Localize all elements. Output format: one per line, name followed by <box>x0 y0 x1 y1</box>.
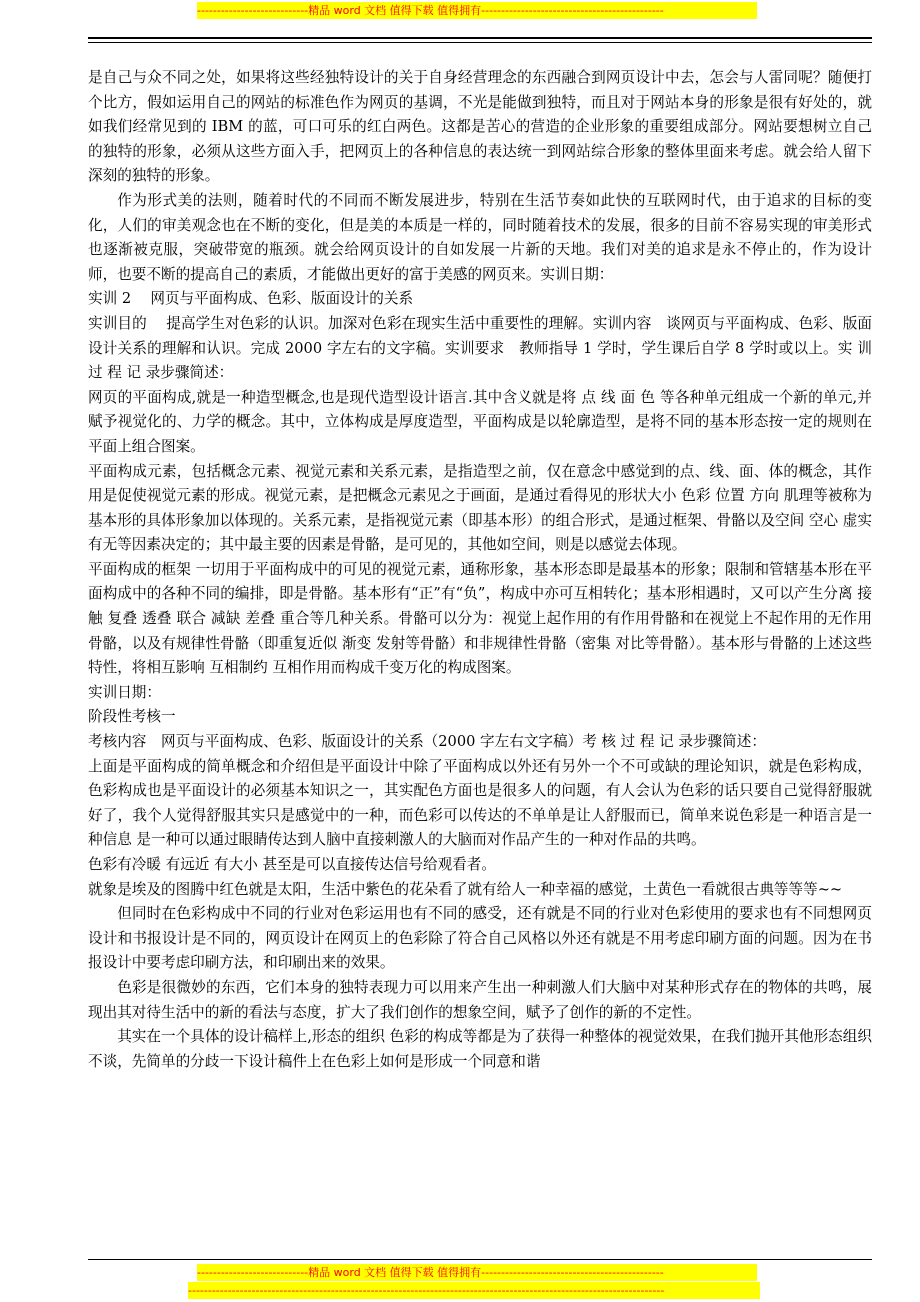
paragraph: 考核内容 网页与平面构成、色彩、版面设计的关系（2000 字左右文字稿）考 核 过 程 记 录步骤简述： <box>88 733 766 751</box>
paragraph: 平面构成元素，包括概念元素、视觉元素和关系元素，是指造型之前，仅在意念中感觉到的点、线、面、体的概念，其作用是促使视觉元素的形成。视觉元素，是把概念元素见之于画面，是通过看得见的形状大小 色彩 位置 方向 肌理等被称为基本形的具体形象加以体现的。关系元素，是指视觉元素（即基本形）的组合形式，是通过框架、骨骼以及空间 空心 虚实 有无等因素决定的；其中最主要的因素是骨骼，是可见的，其他如空间，则是以感觉去体现。 <box>88 462 872 554</box>
section-heading: 阶段性考核一 <box>88 708 176 726</box>
paragraph: 其实在一个具体的设计稿样上,形态的组织 色彩的构成等都是为了获得一种整体的视觉效果，在我们抛开其他形态组织不谈，先简单的分歧一下设计稿件上在色彩上如何是形成一个同意和谐 <box>88 1028 872 1070</box>
paragraph: 是自己与众不同之处，如果将这些经独特设计的关于自身经营理念的东西融合到网页设计中去，怎会与人雷同呢？随便打个比方，假如运用自己的网站的标准色作为网页的基调，不光是能做到独特，而且对于网站本身的形象是很有好处的，就如我们经常见到的 IBM 的蓝，可口可乐的红白两色。这都是苦心的营造的企业形象的重要组成部分。网站要想树立自己的独特的形象，必须从这些方面入手，把网页上的各种信息的表达统一到网站综合形象的整体里面来考虑。就会给人留下深刻的独特的形象。 <box>88 69 872 185</box>
paragraph: 色彩有冷暖 有远近 有大小 甚至是可以直接传达信号给观看者。 <box>88 856 496 873</box>
paragraph: 平面构成的框架 一切用于平面构成中的可见的视觉元素，通称形象，基本形态即是最基本的形象；限制和管辖基本形在平面构成中的各种不同的编排，即是骨骼。基本形有“正”有“负”，构成中亦可互相转化；基本形相遇时，又可以产生分离 接触 复叠 透叠 联合 减缺 差叠 重合等几种关系。骨骼可以分为：视觉上起作用的有作用骨骼和在视觉上不起作用的无作用骨骼，以及有规律性骨骼（即重复近似 渐变 发射等骨骼）和非规律性骨骼（密集 对比等骨骼）。基本形与骨骼的上述这些特性，将相互影响 互相制约 互相作用而构成千变万化的构成图案。 <box>88 560 872 677</box>
paragraph: 上面是平面构成的简单概念和介绍但是平面设计中除了平面构成以外还有另外一个不可或缺的理论知识，就是色彩构成，色彩构成也是平面设计的必须基本知识之一，其实配色方面也是很多人的问题，有人会认为色彩的话只要自己觉得舒服就好了，我个人觉得舒服其实只是感觉中的一种，而色彩可以传达的不单单是让人舒服而已，简单来说色彩是一种语言是一种信息 是一种可以通过眼睛传达到人脑中直接刺激人的大脑而对作品产生的一种对作品的共鸣。 <box>88 757 872 849</box>
paragraph: 实训目的 提高学生对色彩的认识。加深对色彩在现实生活中重要性的理解。实训内容 谈网页与平面构成、色彩、版面设计关系的理解和认识。完成 2000 字左右的文字稿。实训要求 教师指导 1 学时，学生课后自学 8 学时或以上。实 训 过 程 记 录步骤简述： <box>88 314 872 382</box>
paragraph: 色彩是很微妙的东西，它们本身的独特表现力可以用来产生出一种刺激人们大脑中对某种形式存在的物体的共鸣，展现出其对待生活中的新的看法与态度，扩大了我们创作的想象空间，赋予了创作的新的不定性。 <box>88 978 872 1021</box>
paragraph: 实训日期： <box>88 683 161 701</box>
header-rule-thick <box>88 37 872 39</box>
paragraph: 但同时在色彩构成中不同的行业对色彩运用也有不同的感受，还有就是不同的行业对色彩使用的要求也有不同想网页设计和书报设计是不同的，网页设计在网页上的色彩除了符合自己风格以外还有就是不用考虑印刷方面的问题。因为在书报设计中要考虑印刷方法，和印刷出来的效果。 <box>88 905 872 972</box>
header-banner: ----------------------------精品 word 文档 值得下载 值得拥有---------------------------------------------- <box>197 2 757 19</box>
header-rule-thin <box>88 42 872 43</box>
footer <box>180 1264 780 1299</box>
section-heading: 实训 2 网页与平面构成、色彩、版面设计的关系 <box>88 290 414 308</box>
document-body <box>88 66 872 1074</box>
paragraph: 就象是埃及的图腾中红色就是太阳，生活中紫色的花朵看了就有给人一种幸福的感觉，土黄色一看就很古典等等等~~ <box>88 880 843 898</box>
footer-dash-line: ------------------------------------------------------------------------------------------------------------------------ <box>188 1282 760 1299</box>
footer-banner: ----------------------------精品 word 文档 值得下载 值得拥有---------------------------------------------- <box>197 1264 757 1281</box>
paragraph: 网页的平面构成,就是一种造型概念,也是现代造型设计语言.其中含义就是将 点 线 面 色 等各种单元组成一个新的单元,并赋予视觉化的、力学的概念。其中，立体构成是厚度造型，平面构成是以轮廓造型，是将不同的基本形态按一定的规则在平面上组合图案。 <box>88 388 872 455</box>
footer-rule <box>88 1259 872 1260</box>
paragraph: 作为形式美的法则，随着时代的不同而不断发展进步，特别在生活节奏如此快的互联网时代，由于追求的目标的变化，人们的审美观念也在不断的变化，但是美的本质是一样的，同时随着技术的发展，很多的目前不容易实现的审美形式也逐渐被克服，突破带宽的瓶颈。就会给网页设计的自如发展一片新的天地。我们对美的追求是永不停止的，作为设计师，也要不断的提高自己的素质，才能做出更好的富于美感的网页来。实训日期： <box>88 191 872 283</box>
